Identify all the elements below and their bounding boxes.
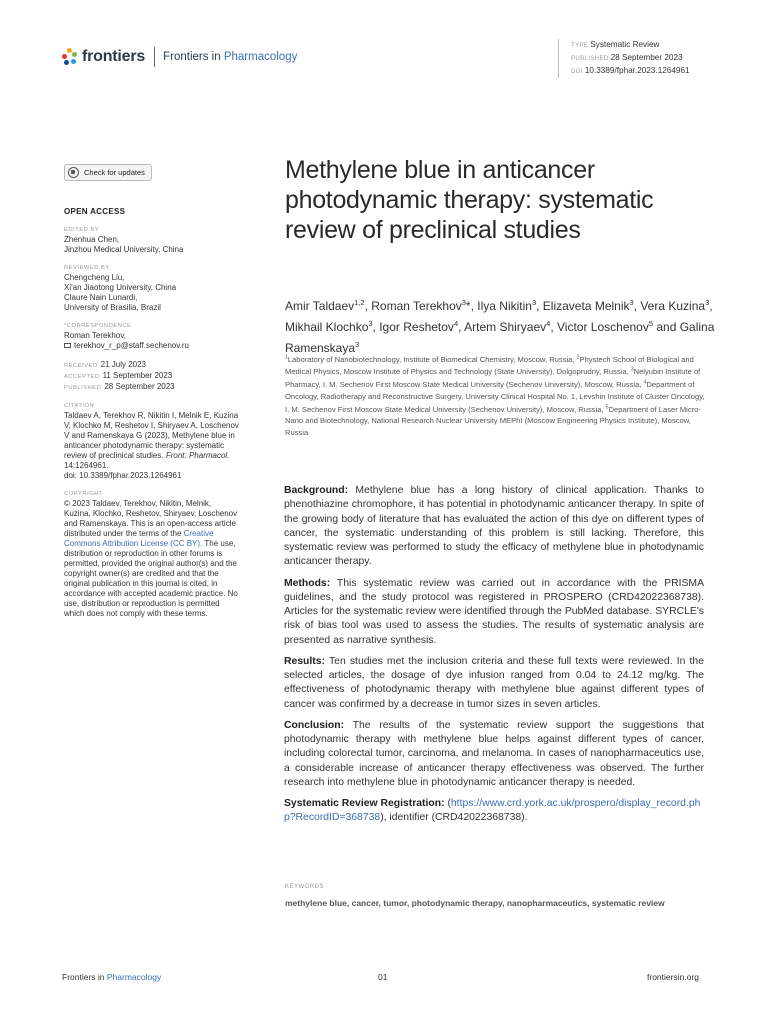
author: Artem Shiryaev$^4$, bbox=[464, 319, 557, 334]
article-type: Systematic Review bbox=[590, 40, 660, 49]
author: Vera Kuzina$^3$, bbox=[640, 298, 713, 313]
email-icon bbox=[64, 343, 71, 348]
footer-journal: Frontiers in Pharmacology bbox=[62, 972, 162, 982]
article-sidebar bbox=[64, 164, 239, 619]
article-meta: TYPE Systematic Review PUBLISHED 28 September 2023 DOI 10.3389/fphar.2023.1264961 bbox=[558, 39, 690, 78]
abstract-conclusion: Conclusion: The results of the systematic review support the suggestions that photodynamic therapy with methylene blue helps against different types of cancer, including colorectal tumor, carcinoma, and melanoma. In cases of nanopharmaceutics use, a considerable increase of anticancer therapy effectiveness was observed. The further research into methylene blue in photodynamic anticancer therapy is needed. bbox=[284, 719, 705, 789]
frontiers-flower-icon bbox=[62, 48, 78, 66]
abstract bbox=[284, 484, 704, 833]
correspondence-email[interactable]: terekhov_r_p@staff.sechenov.ru bbox=[74, 341, 189, 350]
affiliation: $^5$Department of Laser Micro-Nano and Biotechnology, National Research Nuclear University MEPhI (Moscow Engineering Physics Institute), Moscow, Russia bbox=[285, 404, 701, 437]
edited-by-label: EDITED BY bbox=[64, 227, 100, 233]
keywords: methylene blue, cancer, tumor, photodynamic therapy, nanopharmaceutics, systematic review bbox=[285, 898, 665, 908]
abstract-methods: Methods: This systematic review was carried out in accordance with the PRISMA guidelines, and the study protocol was registered in PROSPERO (CRD42022368738). Articles for the systematic review were identified through the PubMed database. SYRCLE's risk of bias tool was used to assess the studies. The results of systematic analysis are presented as narrative synthesis. bbox=[284, 577, 704, 646]
author: Amir Taldaev$^{1,2}$, bbox=[285, 298, 372, 313]
open-access-label: OPEN ACCESS bbox=[64, 207, 126, 216]
reviewed-by-label: REVIEWED BY bbox=[64, 265, 110, 271]
author: Roman Terekhov$^3$*, bbox=[371, 298, 478, 313]
abstract-results: Results: Ten studies met the inclusion criteria and these full texts were reviewed. In the selected articles, the dosage of dye infusion ranged from 0.04 to 24.12 mg/kg. The effectiveness of photodynamic therapy with methylene blue against different types of cancer was confirmed by a decrease in tumor sizes in seven articles. bbox=[284, 655, 704, 710]
correspondence-label: *CORRESPONDENCE bbox=[64, 323, 132, 329]
brand-name: frontiers bbox=[82, 48, 146, 65]
cc-by-license-link[interactable]: Creative Commons Attribution License (CC BY). bbox=[64, 529, 214, 548]
reviewed-by: Chengcheng Liu, Xi'an Jiaotong University, China Claure Nain Lunardi, University of Brasilia, Brazil bbox=[64, 273, 177, 312]
frontiers-logo[interactable] bbox=[62, 47, 297, 67]
affiliations bbox=[285, 352, 710, 438]
author: Elizaveta Melnik$^3$, bbox=[542, 298, 641, 313]
author: Mikhail Klochko$^3$, bbox=[285, 319, 380, 334]
abstract-registration: Systematic Review Registration: (https://www.crd.york.ac.uk/prospero/display_record.php?RecordID=368738), identifier (CRD42022368738). bbox=[284, 798, 701, 824]
author: Igor Reshetov$^4$, bbox=[379, 319, 465, 334]
copyright: © 2023 Taldaev, Terekhov, Nikitin, Melnik, Kuzina, Klochko, Reshetov, Shiryaev, Loschenov and Ramenskaya. This is an open-access article distributed under the terms of the Creative Commons Attribution License (CC BY). The use, distribution or reproduction in other forums is permitted, provided the original author(s) and the copyright owner(s) are credited and that the original publication in this journal is cited, in accordance with accepted academic practice. No use, distribution or reproduction is permitted which does not comply with these terms. bbox=[64, 499, 238, 618]
affiliation: $^2$Phystech School of Biological and Medical Physics, Moscow Institute of Physics and Technology (State University), Dolgoprudny, Russia, bbox=[285, 354, 694, 377]
prospero-link[interactable]: https://www.crd.york.ac.uk/prospero/display_record.php?RecordID=368738 bbox=[284, 798, 701, 824]
check-for-updates-button[interactable]: Check for updates bbox=[64, 164, 152, 181]
affiliation: $^3$Nelyubin Institute of Pharmacy, I. M. Sechenov First Moscow State Medical University (Sechenov University), Moscow, Russia, bbox=[285, 366, 701, 390]
correspondence: Roman Terekhov, terekhov_r_p@staff.sechenov.ru bbox=[64, 331, 189, 350]
footer-site-link[interactable]: frontiersin.org bbox=[647, 972, 699, 982]
citation: Taldaev A, Terekhov R, Nikitin I, Melnik E, Kuzina V, Klochko M, Reshetov I, Shiryaev A, Loschenov V and Ramenskaya G (2023), Methylene blue in anticancer photodynamic therapy: systematic review of preclinical studies. Front. Pharmacol. 14:1264961. doi: 10.3389/fphar.2023.1264961 bbox=[64, 411, 239, 480]
update-icon bbox=[68, 167, 79, 178]
edited-by: Zhenhua Chen, Jinzhou Medical University, China bbox=[64, 235, 184, 254]
header-divider bbox=[154, 47, 155, 67]
author: Ilya Nikitin$^3$, bbox=[477, 298, 543, 313]
keywords-label: KEYWORDS bbox=[285, 884, 325, 890]
author-list bbox=[285, 294, 715, 357]
author: Victor Loschenov$^5$ and bbox=[557, 319, 680, 334]
article-title: Methylene blue in anticancer photodynamic therapy: systematic review of preclinical studies bbox=[285, 156, 654, 244]
citation-label: CITATION bbox=[64, 403, 95, 409]
abstract-background: Background: Methylene blue has a long history of clinical application. Thanks to phenothiazine chromophore, it has potential in photodynamic anticancer therapy. In spite of the growing body of literature that has evaluated the action of this dye on different types of cancer, the systematic understanding of this problem is still lacking. Therefore, this systematic review was performed to study the efficacy of methylene blue in photodynamic anticancer therapy. bbox=[284, 485, 704, 568]
publish-date: 28 September 2023 bbox=[610, 53, 683, 62]
affiliation: $^1$Laboratory of Nanobiotechnology, Institute of Biomedical Chemistry, Moscow, Russia, bbox=[285, 354, 577, 364]
doi[interactable]: 10.3389/fphar.2023.1264961 bbox=[584, 66, 690, 75]
author: Galina Ramenskaya$^3$ bbox=[285, 320, 715, 355]
article-dates: RECEIVED 21 July 2023 ACCEPTED 11 September 2023 PUBLISHED 28 September 2023 bbox=[64, 360, 175, 391]
page-number: 01 bbox=[378, 972, 388, 982]
copyright-label: COPYRIGHT bbox=[64, 491, 103, 497]
affiliation: $^4$Department of Oncology, Radiotherapy and Reconstructive Surgery, University Clinical Hospital No. 1, Levshin Institute of Cluster Oncology, I. M. Sechenov First Moscow State Medical University (Sechenov University), Moscow, Russia, bbox=[285, 379, 705, 414]
journal-name: Frontiers in Pharmacology bbox=[163, 51, 298, 63]
